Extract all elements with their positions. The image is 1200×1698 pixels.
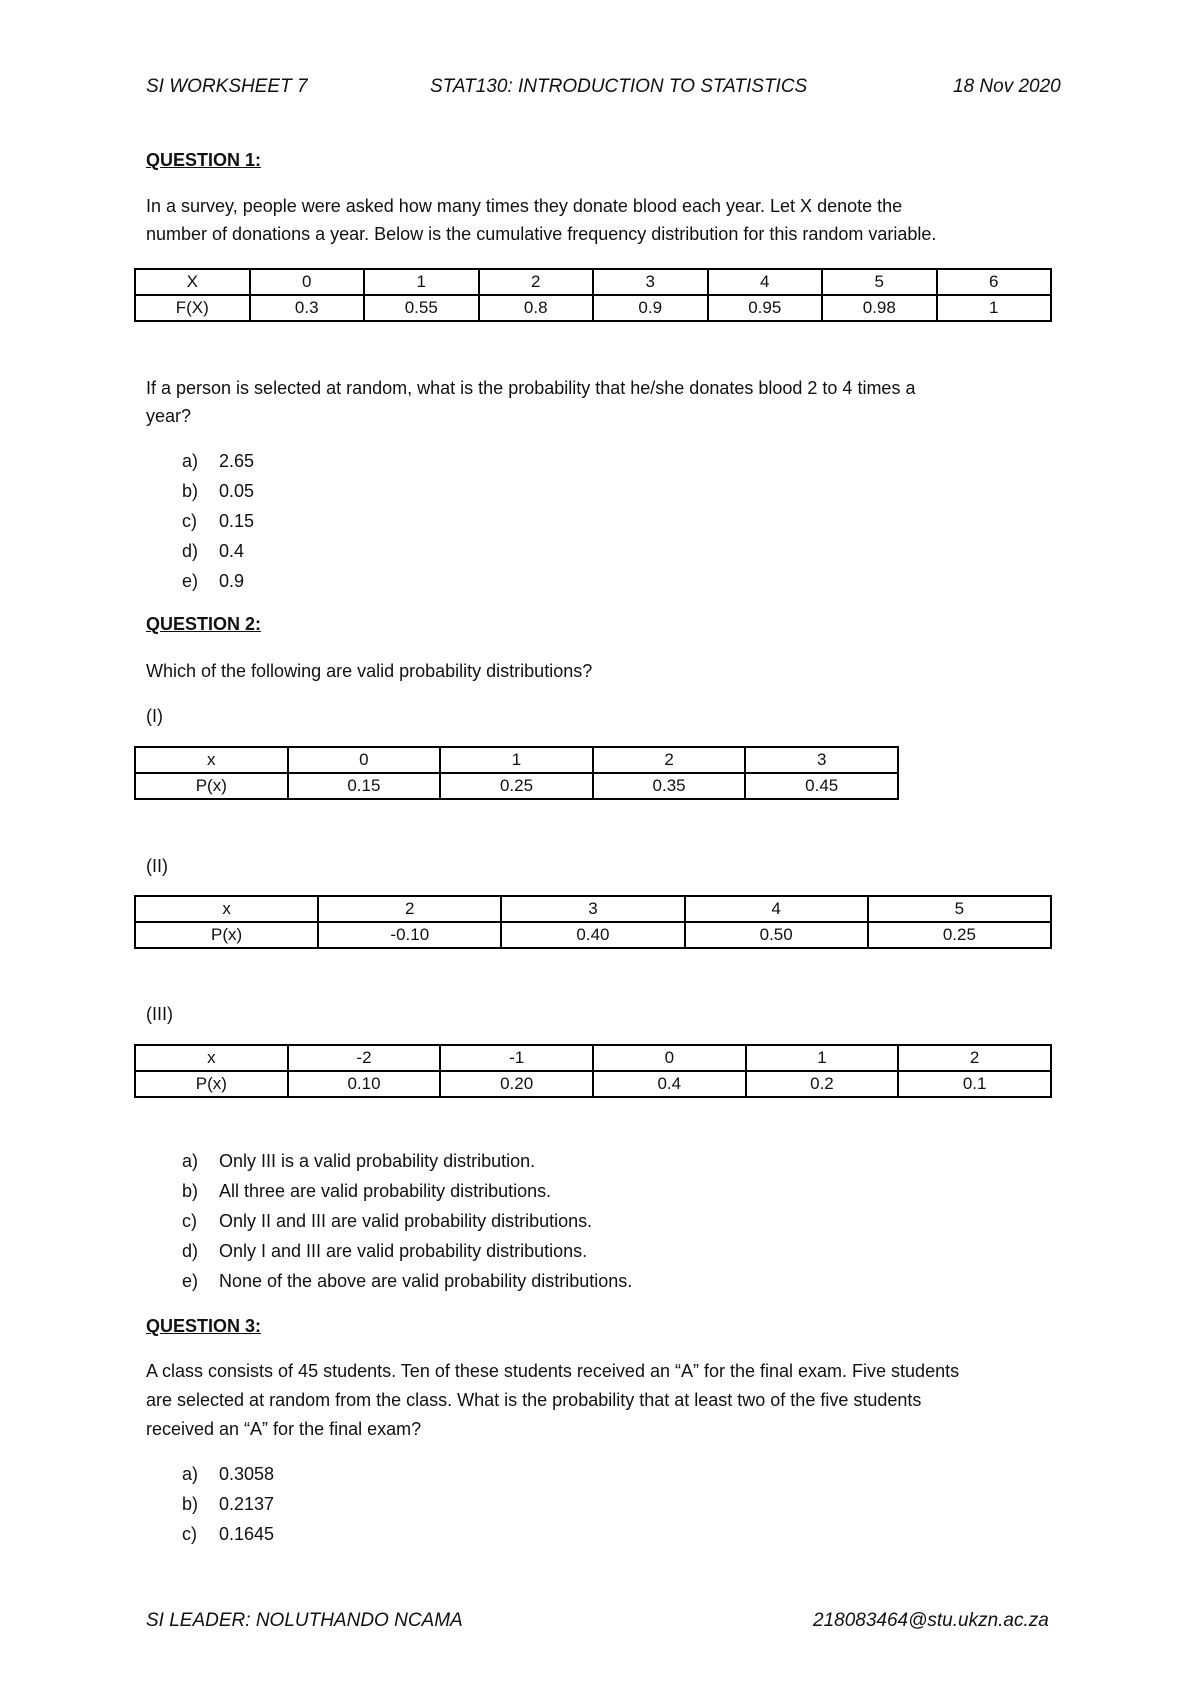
table-row [135, 922, 1051, 948]
table-cell: P(x) [135, 773, 288, 799]
table-cell: 0 [250, 269, 365, 295]
table-cell: 0.50 [685, 922, 868, 948]
option-text: None of the above are valid probability distributions. [219, 1271, 633, 1291]
table-cell: x [135, 896, 318, 922]
option-label: c) [182, 1211, 197, 1231]
table-cell: P(x) [135, 1071, 288, 1097]
option-label: b) [182, 1494, 199, 1514]
option-label: b) [182, 481, 199, 501]
table-cell: 5 [868, 896, 1051, 922]
q2-table-ii [134, 895, 1052, 949]
q2-table-iii [134, 1044, 1052, 1098]
table-row [135, 1045, 1051, 1071]
q3-option-b [182, 1494, 274, 1515]
q3-line3: received an “A” for the final exam? [146, 1419, 422, 1439]
q1-option-d [182, 541, 244, 562]
table-cell: 0.25 [868, 922, 1051, 948]
table-cell: 0.98 [822, 295, 937, 321]
q3-option-c [182, 1524, 274, 1545]
q1-table [134, 268, 1052, 322]
table-cell: x [135, 1045, 288, 1071]
table-row [135, 1071, 1051, 1097]
header-date: 18 Nov 2020 [953, 76, 1061, 97]
table-cell: 2 [318, 896, 501, 922]
q1-question-line2: year? [146, 406, 192, 426]
q2-option-b [182, 1181, 551, 1202]
table-cell: 0.8 [479, 295, 594, 321]
option-label: c) [182, 511, 197, 531]
table-cell: 5 [822, 269, 937, 295]
table-cell: 4 [685, 896, 868, 922]
q1-intro-line2: number of donations a year. Below is the cumulative frequency distribution for this random variable. [146, 224, 937, 244]
q2-option-c [182, 1211, 592, 1232]
table-cell: 0.55 [364, 295, 479, 321]
table-cell: 0.1 [898, 1071, 1051, 1097]
table-cell: 0.9 [593, 295, 708, 321]
q2-option-a [182, 1151, 535, 1172]
option-text: 0.9 [219, 571, 245, 591]
table-cell: 2 [479, 269, 594, 295]
q2-table-i [134, 746, 899, 800]
table-cell: P(x) [135, 922, 318, 948]
option-label: d) [182, 1241, 199, 1261]
table-cell: 4 [708, 269, 823, 295]
option-label: c) [182, 1524, 197, 1544]
option-label: a) [182, 1151, 199, 1171]
table-cell: 0 [288, 747, 441, 773]
q2-table-i-label: (I) [146, 706, 163, 726]
option-text: Only II and III are valid probability distributions. [219, 1211, 593, 1231]
table-cell: 0.45 [745, 773, 898, 799]
table-cell: 1 [364, 269, 479, 295]
q1-table-row-fx [135, 295, 1051, 321]
table-cell: F(X) [135, 295, 250, 321]
table-cell: 0.3 [250, 295, 365, 321]
table-cell: -0.10 [318, 922, 501, 948]
q3-line1: A class consists of 45 students. Ten of these students received an “A” for the final exam. Five students [146, 1361, 960, 1381]
table-cell: 0 [593, 1045, 746, 1071]
q1-option-c [182, 511, 254, 532]
header-center: STAT130: INTRODUCTION TO STATISTICS [430, 76, 808, 97]
q2-question: Which of the following are valid probability distributions? [146, 661, 593, 681]
table-cell: 3 [745, 747, 898, 773]
table-cell: 0.35 [593, 773, 746, 799]
table-cell: 0.25 [440, 773, 593, 799]
table-cell: 0.20 [440, 1071, 593, 1097]
table-row [135, 896, 1051, 922]
table-cell: -2 [288, 1045, 441, 1071]
q3-line2: are selected at random from the class. What is the probability that at least two of the five students [146, 1390, 922, 1410]
table-row [135, 747, 898, 773]
option-label: d) [182, 541, 199, 561]
option-label: b) [182, 1181, 199, 1201]
q3-option-a [182, 1464, 274, 1485]
table-cell: 0.40 [501, 922, 684, 948]
table-cell: 1 [937, 295, 1052, 321]
table-cell: X [135, 269, 250, 295]
table-cell: 0.10 [288, 1071, 441, 1097]
table-cell: 0.2 [746, 1071, 899, 1097]
q2-option-d [182, 1241, 587, 1262]
option-text: Only I and III are valid probability distributions. [219, 1241, 588, 1261]
table-cell: 2 [898, 1045, 1051, 1071]
table-cell: 0.95 [708, 295, 823, 321]
table-row [135, 773, 898, 799]
table-cell: 3 [593, 269, 708, 295]
table-cell: 6 [937, 269, 1052, 295]
q2-option-e [182, 1271, 632, 1292]
table-cell: x [135, 747, 288, 773]
option-text: 0.15 [219, 511, 255, 531]
table-cell: -1 [440, 1045, 593, 1071]
table-cell: 1 [746, 1045, 899, 1071]
option-text: All three are valid probability distributions. [219, 1181, 552, 1201]
table-cell: 1 [440, 747, 593, 773]
q2-table-iii-label: (III) [146, 1004, 173, 1024]
q3-title: QUESTION 3: [146, 1316, 262, 1336]
header-left: SI WORKSHEET 7 [146, 76, 308, 97]
q1-option-b [182, 481, 254, 502]
q1-question-line1: If a person is selected at random, what is the probability that he/she donates blood 2 to 4 times a [146, 378, 916, 398]
q1-intro-line1: In a survey, people were asked how many times they donate blood each year. Let X denote the [146, 196, 903, 216]
table-cell: 2 [593, 747, 746, 773]
table-cell: 0.15 [288, 773, 441, 799]
option-text: 0.1645 [219, 1524, 275, 1544]
q1-title: QUESTION 1: [146, 150, 262, 170]
q1-option-a [182, 451, 254, 472]
option-label: e) [182, 1271, 199, 1291]
table-cell: 0.4 [593, 1071, 746, 1097]
option-text: 0.3058 [219, 1464, 275, 1484]
option-label: e) [182, 571, 199, 591]
option-text: 2.65 [219, 451, 255, 471]
option-label: a) [182, 1464, 199, 1484]
option-text: 0.4 [219, 541, 245, 561]
footer-email: 218083464@stu.ukzn.ac.za [813, 1610, 1049, 1631]
q2-title: QUESTION 2: [146, 614, 262, 634]
option-label: a) [182, 451, 199, 471]
option-text: Only III is a valid probability distribution. [219, 1151, 536, 1171]
footer-leader: SI LEADER: NOLUTHANDO NCAMA [146, 1610, 463, 1631]
table-cell: 3 [501, 896, 684, 922]
q1-option-e [182, 571, 244, 592]
option-text: 0.2137 [219, 1494, 275, 1514]
q1-table-row-x [135, 269, 1051, 295]
q2-table-ii-label: (II) [146, 856, 168, 876]
option-text: 0.05 [219, 481, 255, 501]
